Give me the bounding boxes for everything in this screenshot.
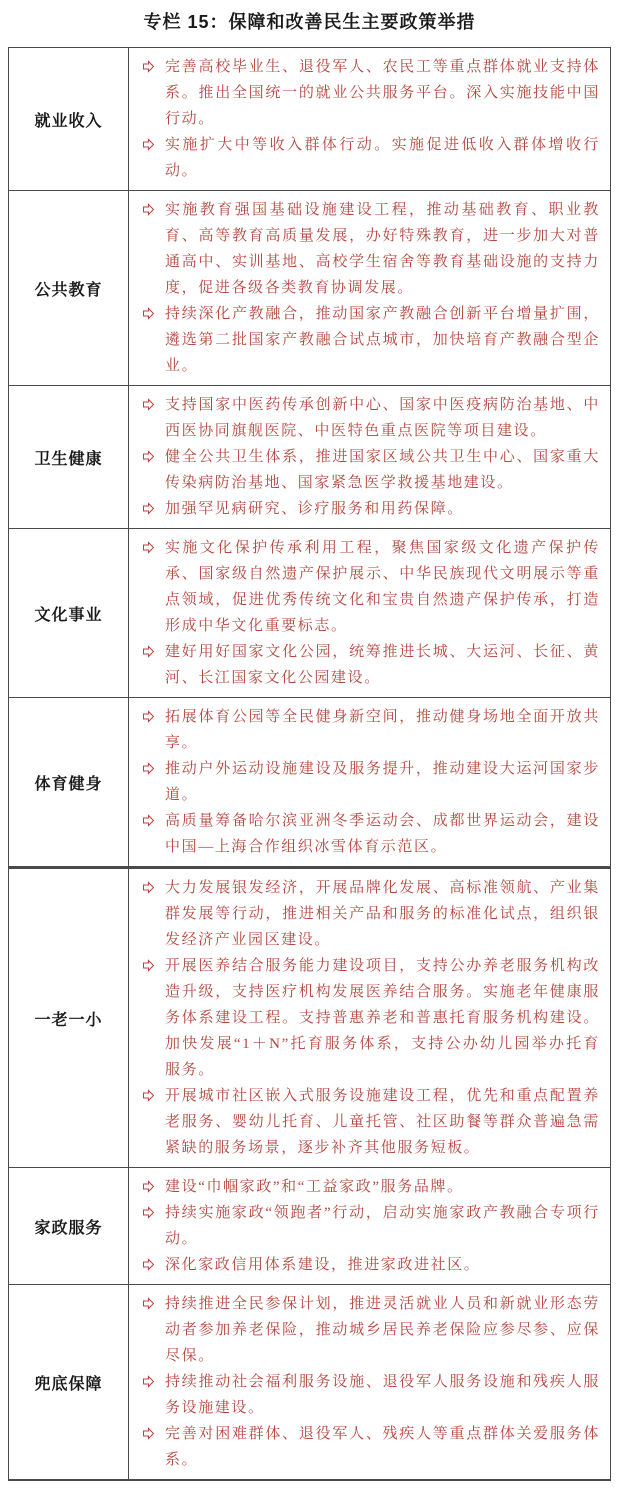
right-arrow-icon xyxy=(139,1291,165,1310)
policy-row xyxy=(9,866,610,1167)
measure-text: 持续实施家政“领跑者”行动，启动实施家政产教融合专项行动。 xyxy=(165,1205,600,1247)
right-arrow-icon xyxy=(139,197,165,216)
right-arrow-icon xyxy=(139,444,165,463)
measures-cell xyxy=(129,869,610,1167)
right-arrow-icon xyxy=(139,1369,165,1388)
measure-item xyxy=(139,953,600,1083)
measure-text: 持续推进全民参保计划，推进灵活就业人员和新就业形态劳动者参加养老保险，推动城乡居民养老保险应参尽参、应保尽保。 xyxy=(165,1296,600,1364)
policy-row xyxy=(9,1167,610,1284)
measure-text: 健全公共卫生体系，推进国家区域公共卫生中心、国家重大传染病防治基地、国家紧急医学救援基地建设。 xyxy=(165,449,600,491)
measure-item xyxy=(139,1369,600,1421)
right-arrow-icon xyxy=(139,704,165,723)
right-arrow-icon xyxy=(139,1200,165,1219)
measure-text: 持续推动社会福利服务设施、退役军人服务设施和残疾人服务设施建设。 xyxy=(165,1374,600,1416)
policy-table xyxy=(8,47,611,1481)
right-arrow-icon xyxy=(139,875,165,894)
measures-cell xyxy=(129,698,610,866)
category-header: 卫生健康 xyxy=(9,386,129,528)
policy-row xyxy=(9,528,610,697)
measures-cell xyxy=(129,191,610,385)
measures-cell xyxy=(129,386,610,528)
box-title: 专栏 15：保障和改善民生主要政策举措 xyxy=(143,12,476,32)
measures-cell xyxy=(129,48,610,190)
measure-item xyxy=(139,1252,600,1278)
measure-item xyxy=(139,1200,600,1252)
category-header: 兜底保障 xyxy=(9,1285,129,1479)
measure-text: 实施扩大中等收入群体行动。实施促进低收入群体增收行动。 xyxy=(165,137,600,179)
right-arrow-icon xyxy=(139,639,165,658)
measures-cell xyxy=(129,529,610,697)
policy-row xyxy=(9,385,610,528)
policy-row xyxy=(9,697,610,866)
measures-cell xyxy=(129,1285,610,1479)
category-header: 一老一小 xyxy=(9,869,129,1167)
measure-item xyxy=(139,704,600,756)
measure-text: 加强罕见病研究、诊疗服务和用药保障。 xyxy=(165,501,464,517)
policy-row xyxy=(9,1284,610,1479)
measure-item xyxy=(139,301,600,379)
measure-text: 建好用好国家文化公园，统筹推进长城、大运河、长征、黄河、长江国家文化公园建设。 xyxy=(165,644,600,686)
measure-text: 开展医养结合服务能力建设项目，支持公办养老服务机构改造升级，支持医疗机构发展医养结合服务。实施老年健康服务体系建设工程。支持普惠养老和普惠托育服务机构建设。加快发展“1＋N”托育服务体系，支持公办幼儿园举办托育服务。 xyxy=(165,958,600,1078)
measure-item xyxy=(139,1174,600,1200)
right-arrow-icon xyxy=(139,756,165,775)
policy-row xyxy=(9,190,610,385)
measure-item xyxy=(139,639,600,691)
policy-row xyxy=(9,48,610,190)
right-arrow-icon xyxy=(139,54,165,73)
right-arrow-icon xyxy=(139,808,165,827)
measure-text: 支持国家中医药传承创新中心、国家中医疫病防治基地、中西医协同旗舰医院、中医特色重点医院等项目建设。 xyxy=(165,397,600,439)
measure-item xyxy=(139,875,600,953)
measure-text: 持续深化产教融合，推动国家产教融合创新平台增量扩围，遴选第二批国家产教融合试点城市，加快培育产教融合型企业。 xyxy=(165,306,600,374)
right-arrow-icon xyxy=(139,392,165,411)
measure-text: 建设“巾帼家政”和“工益家政”服务品牌。 xyxy=(165,1179,464,1195)
measure-text: 高质量筹备哈尔滨亚洲冬季运动会、成都世界运动会，建设中国—上海合作组织冰雪体育示范区。 xyxy=(165,813,600,855)
measure-text: 实施教育强国基础设施建设工程，推动基础教育、职业教育、高等教育高质量发展，办好特殊教育，进一步加大对普通高中、实训基地、高校学生宿舍等教育基础设施的支持力度，促进各级各类教育协调发展。 xyxy=(165,202,600,296)
measure-item xyxy=(139,1421,600,1473)
measure-text: 实施文化保护传承利用工程，聚焦国家级文化遗产保护传承、国家级自然遗产保护展示、中华民族现代文明展示等重点领域，促进优秀传统文化和宝贵自然遗产保护传承，打造形成中华文化重要标志。 xyxy=(165,540,600,634)
measure-item xyxy=(139,808,600,860)
category-header: 家政服务 xyxy=(9,1168,129,1284)
measure-item xyxy=(139,54,600,132)
measure-text: 拓展体育公园等全民健身新空间，推动健身场地全面开放共享。 xyxy=(165,709,600,751)
right-arrow-icon xyxy=(139,496,165,515)
measure-text: 完善高校毕业生、退役军人、农民工等重点群体就业支持体系。推出全国统一的就业公共服务平台。深入实施技能中国行动。 xyxy=(165,59,600,127)
measure-text: 推动户外运动设施建设及服务提升，推动建设大运河国家步道。 xyxy=(165,761,600,803)
measure-text: 深化家政信用体系建设，推进家政进社区。 xyxy=(165,1257,481,1273)
measure-item xyxy=(139,1083,600,1161)
category-header: 公共教育 xyxy=(9,191,129,385)
measure-item xyxy=(139,496,600,522)
right-arrow-icon xyxy=(139,1174,165,1193)
right-arrow-icon xyxy=(139,535,165,554)
measure-item xyxy=(139,197,600,301)
category-header: 就业收入 xyxy=(9,48,129,190)
right-arrow-icon xyxy=(139,1421,165,1440)
measure-item xyxy=(139,756,600,808)
right-arrow-icon xyxy=(139,301,165,320)
right-arrow-icon xyxy=(139,132,165,151)
right-arrow-icon xyxy=(139,1083,165,1102)
right-arrow-icon xyxy=(139,953,165,972)
measure-item xyxy=(139,535,600,639)
measure-text: 大力发展银发经济，开展品牌化发展、高标准领航、产业集群发展等行动，推进相关产品和服务的标准化试点，组织银发经济产业园区建设。 xyxy=(165,880,600,948)
category-header: 体育健身 xyxy=(9,698,129,866)
measure-item xyxy=(139,1291,600,1369)
measure-text: 完善对困难群体、退役军人、残疾人等重点群体关爱服务体系。 xyxy=(165,1426,600,1468)
measure-item xyxy=(139,132,600,184)
measures-cell xyxy=(129,1168,610,1284)
measure-item xyxy=(139,392,600,444)
category-header: 文化事业 xyxy=(9,529,129,697)
measure-text: 开展城市社区嵌入式服务设施建设工程，优先和重点配置养老服务、婴幼儿托育、儿童托管、社区助餐等群众普遍急需紧缺的服务场景，逐步补齐其他服务短板。 xyxy=(165,1088,600,1156)
right-arrow-icon xyxy=(139,1252,165,1271)
measure-item xyxy=(139,444,600,496)
